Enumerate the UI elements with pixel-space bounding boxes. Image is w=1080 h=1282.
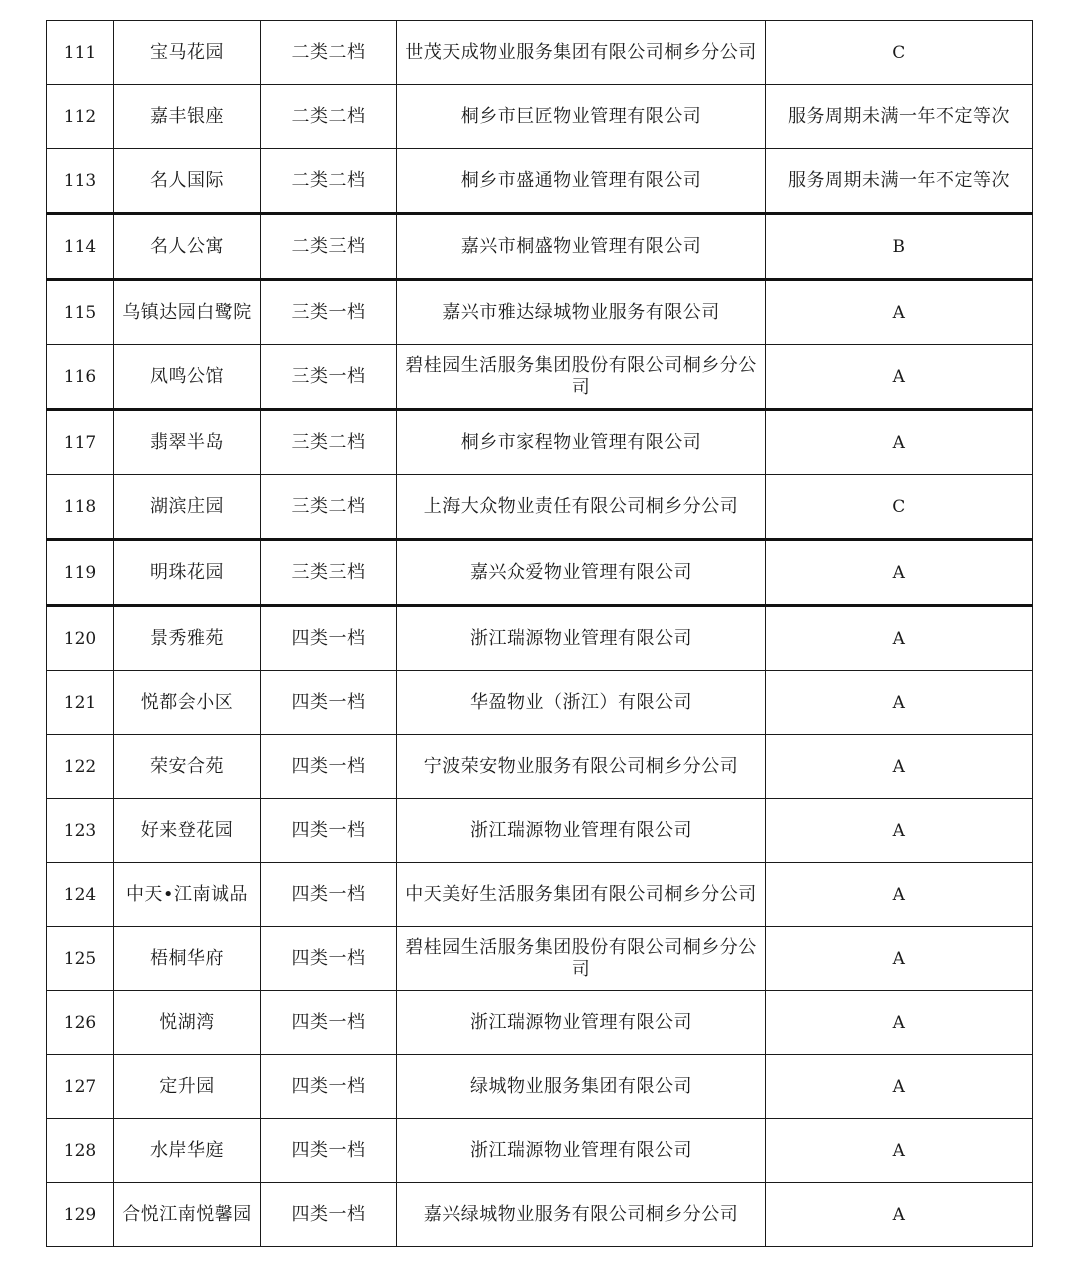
category-level: 四类一档 [261, 606, 397, 671]
row-number: 111 [47, 21, 114, 85]
table-row [47, 345, 1033, 410]
community-name: 梧桐华府 [114, 927, 261, 991]
property-rating-table-sheet [46, 20, 1032, 1247]
row-number: 125 [47, 927, 114, 991]
category-level: 四类一档 [261, 927, 397, 991]
property-company: 宁波荣安物业服务有限公司桐乡分公司 [397, 735, 766, 799]
table-body [47, 21, 1033, 1247]
row-number: 113 [47, 149, 114, 214]
property-company: 中天美好生活服务集团有限公司桐乡分公司 [397, 863, 766, 927]
table-row [47, 1119, 1033, 1183]
community-name: 悦湖湾 [114, 991, 261, 1055]
rating-grade: 服务周期未满一年不定等次 [766, 149, 1033, 214]
rating-grade: A [766, 799, 1033, 863]
property-company: 嘉兴市桐盛物业管理有限公司 [397, 214, 766, 280]
property-company: 浙江瑞源物业管理有限公司 [397, 991, 766, 1055]
category-level: 四类一档 [261, 1183, 397, 1247]
rating-grade: A [766, 991, 1033, 1055]
category-level: 四类一档 [261, 1055, 397, 1119]
row-number: 122 [47, 735, 114, 799]
row-number: 128 [47, 1119, 114, 1183]
table-row [47, 735, 1033, 799]
property-company: 华盈物业（浙江）有限公司 [397, 671, 766, 735]
row-number: 123 [47, 799, 114, 863]
category-level: 三类二档 [261, 475, 397, 540]
table-row [47, 540, 1033, 606]
table-row [47, 280, 1033, 345]
row-number: 118 [47, 475, 114, 540]
table-row [47, 927, 1033, 991]
community-name: 定升园 [114, 1055, 261, 1119]
community-name: 湖滨庄园 [114, 475, 261, 540]
row-number: 116 [47, 345, 114, 410]
category-level: 四类一档 [261, 863, 397, 927]
row-number: 129 [47, 1183, 114, 1247]
community-name: 明珠花园 [114, 540, 261, 606]
row-number: 119 [47, 540, 114, 606]
table-row [47, 1055, 1033, 1119]
rating-grade: A [766, 863, 1033, 927]
category-level: 三类一档 [261, 345, 397, 410]
category-level: 二类二档 [261, 85, 397, 149]
property-company: 嘉兴绿城物业服务有限公司桐乡分公司 [397, 1183, 766, 1247]
community-name: 合悦江南悦馨园 [114, 1183, 261, 1247]
row-number: 115 [47, 280, 114, 345]
rating-grade: A [766, 280, 1033, 345]
rating-grade: C [766, 475, 1033, 540]
community-name: 好来登花园 [114, 799, 261, 863]
category-level: 四类一档 [261, 671, 397, 735]
community-name: 中天•江南诚品 [114, 863, 261, 927]
table-row [47, 21, 1033, 85]
table-row [47, 1183, 1033, 1247]
rating-grade: A [766, 927, 1033, 991]
property-company: 桐乡市盛通物业管理有限公司 [397, 149, 766, 214]
table-row [47, 991, 1033, 1055]
category-level: 四类一档 [261, 799, 397, 863]
rating-grade: A [766, 540, 1033, 606]
category-level: 二类二档 [261, 149, 397, 214]
property-company: 浙江瑞源物业管理有限公司 [397, 799, 766, 863]
table-row [47, 475, 1033, 540]
row-number: 127 [47, 1055, 114, 1119]
property-company: 嘉兴市雅达绿城物业服务有限公司 [397, 280, 766, 345]
rating-grade: A [766, 606, 1033, 671]
community-name: 嘉丰银座 [114, 85, 261, 149]
table-row [47, 85, 1033, 149]
category-level: 四类一档 [261, 735, 397, 799]
row-number: 126 [47, 991, 114, 1055]
rating-grade: B [766, 214, 1033, 280]
property-company: 桐乡市巨匠物业管理有限公司 [397, 85, 766, 149]
category-level: 四类一档 [261, 991, 397, 1055]
row-number: 120 [47, 606, 114, 671]
rating-grade: A [766, 345, 1033, 410]
property-company: 浙江瑞源物业管理有限公司 [397, 606, 766, 671]
row-number: 117 [47, 410, 114, 475]
category-level: 二类二档 [261, 21, 397, 85]
category-level: 二类三档 [261, 214, 397, 280]
community-name: 名人公寓 [114, 214, 261, 280]
property-company: 绿城物业服务集团有限公司 [397, 1055, 766, 1119]
row-number: 124 [47, 863, 114, 927]
community-name: 荣安合苑 [114, 735, 261, 799]
rating-grade: A [766, 1055, 1033, 1119]
table-row [47, 410, 1033, 475]
rating-grade: A [766, 410, 1033, 475]
community-name: 名人国际 [114, 149, 261, 214]
community-name: 乌镇达园白鹭院 [114, 280, 261, 345]
rating-grade: C [766, 21, 1033, 85]
category-level: 四类一档 [261, 1119, 397, 1183]
property-company: 碧桂园生活服务集团股份有限公司桐乡分公司 [397, 927, 766, 991]
community-name: 水岸华庭 [114, 1119, 261, 1183]
table-row [47, 149, 1033, 214]
property-company: 嘉兴众爱物业管理有限公司 [397, 540, 766, 606]
rating-grade: A [766, 1119, 1033, 1183]
category-level: 三类一档 [261, 280, 397, 345]
community-name: 翡翠半岛 [114, 410, 261, 475]
table-row [47, 863, 1033, 927]
rating-grade: A [766, 1183, 1033, 1247]
rating-grade: A [766, 671, 1033, 735]
category-level: 三类三档 [261, 540, 397, 606]
community-name: 凤鸣公馆 [114, 345, 261, 410]
property-company: 桐乡市家程物业管理有限公司 [397, 410, 766, 475]
table-row [47, 799, 1033, 863]
property-company: 碧桂园生活服务集团股份有限公司桐乡分公司 [397, 345, 766, 410]
property-rating-table [46, 20, 1033, 1247]
community-name: 宝马花园 [114, 21, 261, 85]
rating-grade: 服务周期未满一年不定等次 [766, 85, 1033, 149]
row-number: 121 [47, 671, 114, 735]
category-level: 三类二档 [261, 410, 397, 475]
table-row [47, 671, 1033, 735]
property-company: 上海大众物业责任有限公司桐乡分公司 [397, 475, 766, 540]
row-number: 112 [47, 85, 114, 149]
rating-grade: A [766, 735, 1033, 799]
table-row [47, 214, 1033, 280]
community-name: 景秀雅苑 [114, 606, 261, 671]
table-row [47, 606, 1033, 671]
property-company: 浙江瑞源物业管理有限公司 [397, 1119, 766, 1183]
property-company: 世茂天成物业服务集团有限公司桐乡分公司 [397, 21, 766, 85]
community-name: 悦都会小区 [114, 671, 261, 735]
row-number: 114 [47, 214, 114, 280]
